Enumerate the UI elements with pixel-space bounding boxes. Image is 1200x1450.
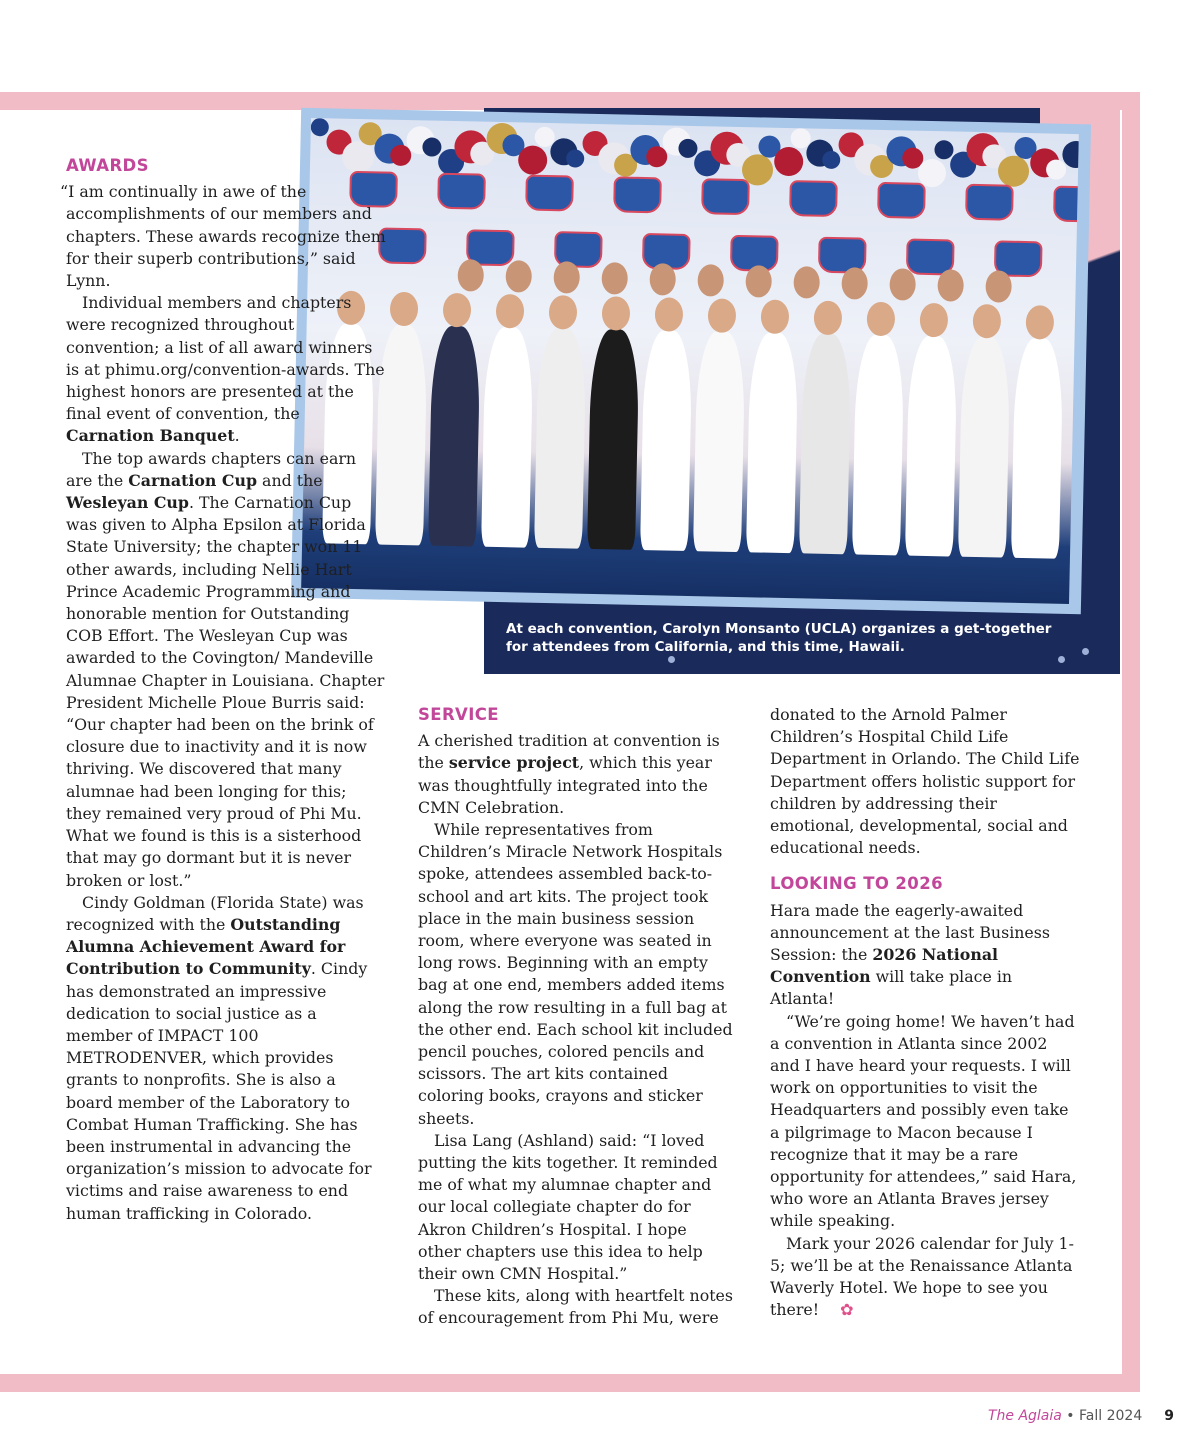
balloon [998,155,1030,187]
attendee-face [761,299,790,334]
balloon [518,145,548,175]
looking-paragraph: “We’re going home! We haven’t had a convention in Atlanta since 2002 and I have heard your requests. I will work on opportunities to visit the Headquarters and possibly even take a pilgrimage to Macon because I recognize that it may be a rare opportunity for attendees,” said Hara, who wore an Atlanta Braves jersey while speaking. [770,1011,1077,1231]
balloon [566,149,584,167]
attendee-face [655,297,684,332]
page-number: 9 [1164,1408,1174,1424]
attendee [905,336,958,557]
attendee-face [745,265,772,298]
attendee-face [649,263,676,296]
attendee [693,331,746,552]
awards-column [60,155,386,1225]
attendee-face [457,259,484,292]
phi-mu-logo [525,175,574,212]
attendee [746,332,799,553]
balloon [774,147,804,177]
attendee-face [505,260,532,293]
attendee-face [867,302,896,337]
balloon [934,140,953,159]
attendee-face [601,262,628,295]
attendee-face [697,264,724,297]
flower-icon: ✿ [840,1300,854,1320]
attendee-face [973,304,1002,339]
attendee-face [1026,305,1055,340]
attendee [640,330,693,551]
attendee-face [390,292,419,327]
awards-paragraph: Individual members and chapters were recognized throughout convention; a list of all award winners is at phimu.org/convention-awards. The highest honors are presented at the final event of convention, the Carnation Banquet. [66,293,385,446]
phi-mu-logo [437,173,486,210]
attendee-face [841,267,868,300]
looking-paragraph: Hara made the eagerly-awaited announcement at the last Business Session: the 2026 National Convention will take place in Atlanta! [770,900,1050,1009]
dot-decoration [1058,656,1065,663]
bottom-pink-band [0,1374,1140,1392]
attendee [481,327,534,548]
attendee [1011,338,1064,559]
attendee [799,333,852,554]
balloon [822,151,840,169]
phi-mu-logo [1053,186,1079,223]
balloon [422,137,441,156]
awards-heading: AWARDS [66,156,149,175]
attendee-face [496,294,525,329]
attendee [587,329,640,550]
page-footer [988,1408,1174,1424]
looking-paragraph: Mark your 2026 calendar for July 1-5; we’ll be at the Renaissance Atlanta Waverly Hotel. We hope to see you there! ✿ [770,1233,1080,1322]
service-heading: SERVICE [418,705,499,724]
attendee-face [549,295,578,330]
photo-caption: At each convention, Carolyn Monsanto (UCLA) organizes a get-together for attendees from California, and this time, Hawaii. [506,621,1052,655]
balloon [678,139,697,158]
service-paragraph: Lisa Lang (Ashland) said: “I loved putting the kits together. It reminded me of what my alumnae chapter and our local collegiate chapter do for Akron Children’s Hospital. I hope other chapters use this idea to help their own CMN Hospital.” [418,1130,718,1284]
magazine-title: The Aglaia [987,1408,1062,1424]
group-photo [301,118,1079,604]
attendee [958,337,1011,558]
looking-to-2026-heading: LOOKING TO 2026 [770,874,943,894]
attendee-face [553,261,580,294]
awards-paragraph: “I am continually in awe of the accomplishments of our members and chapters. These awards recognize them for their superb contributions,” said Lynn. [60,182,386,291]
awards-paragraph: The top awards chapters can earn are the Carnation Cup and the Wesleyan Cup. The Carnation Cup was given to Alpha Epsilon at Florida State University; the chapter won 11 other awards, including Nellie Hart Prince Academic Programming and honorable mention for Outstanding COB Effort. The Wesleyan Cup was awarded to the Covington/ Mandeville Alumnae Chapter in Louisiana. Chapter President Michelle Ploue Burris said: “Our chapter had been on the brink of closure due to inactivity and it is now thriving. We discovered that many alumnae had been longing for this; they remained very proud of Phi Mu. What we found is this is a sisterhood that may go dormant but it is never broken or lost.” [66,448,385,890]
service-paragraph: While representatives from Children’s Miracle Network Hospitals spoke, attendees assembled back-to-school and art kits. The project took place in the main business session room, where everyone was seated in long rows. Beginning with an empty bag at one end, members added items along the row resulting in a full bag at the other end. Each school kit included pencil pouches, colored pencils and scissors. The art kits contained coloring books, crayons and sticker sheets. [418,820,733,1128]
phi-mu-logo [701,178,750,215]
footer-separator: • [1061,1408,1080,1424]
awards-paragraph: Cindy Goldman (Florida State) was recognized with the Outstanding Alumna Achievement Award for Contribution to Community. Cindy has demonstrated an impressive dedication to social justice as a member of IMPACT 100 METRODENVER, which provides grants to nonprofits. She is also a board member of the Laboratory to Combat Human Trafficking. She has been instrumental in advancing the organization’s mission to advocate for victims and raise awareness to end human trafficking in Colorado. [66,892,372,1223]
dot-decoration [668,656,675,663]
attendee-face [937,269,964,302]
balloon [1046,159,1066,179]
balloon [311,118,329,136]
attendee-face [920,303,949,338]
dot-decoration [1082,648,1089,655]
attendee-face [443,293,472,328]
phi-mu-logo [877,182,926,219]
attendee-face [708,298,737,333]
attendee [428,326,481,547]
service-paragraph: A cherished tradition at convention is the service project, which this year was thoughtfully integrated into the CMN Celebration. [418,731,720,817]
attendee [534,328,587,549]
service-column [418,704,734,1330]
phi-mu-logo [613,176,662,213]
looking-ahead-column [770,704,1080,1321]
phi-mu-logo [789,180,838,217]
phi-mu-logo [965,184,1014,221]
attendee-face [985,270,1012,303]
attendee-face [814,301,843,336]
right-pink-band [1122,92,1140,1392]
attendee-face [793,266,820,299]
attendee [852,334,905,555]
service-paragraph: These kits, along with heartfelt notes of encouragement from Phi Mu, were [418,1286,734,1328]
issue-label: Fall 2024 [1079,1408,1143,1424]
attendee-face [602,296,631,331]
attendee-face [889,268,916,301]
service-continuation: donated to the Arnold Palmer Children’s Hospital Child Life Department in Orlando. The Child Life Department offers holistic support for children by addressing their emotional, developmental, social and educational needs. [770,705,1080,858]
